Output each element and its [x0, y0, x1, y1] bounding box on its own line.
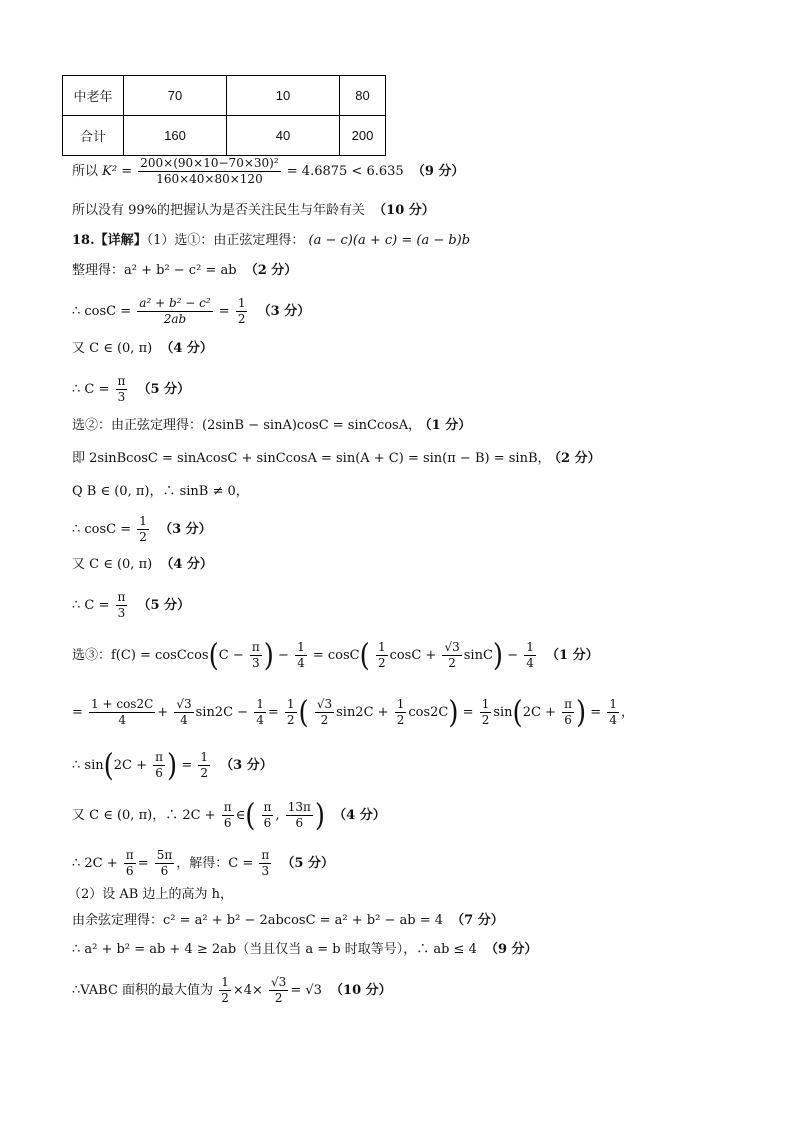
inner-sin: sinC — [463, 648, 493, 663]
fraction-denominator: 3 — [261, 864, 270, 878]
fraction-denominator: 2 — [448, 656, 456, 670]
quarter-fraction — [524, 640, 536, 671]
fraction-numerator: √3 — [271, 975, 287, 989]
cos-term: cos2C — [408, 705, 449, 720]
c-range-text: 又 C ∈ (0, π) — [72, 557, 153, 572]
fraction-numerator: π — [263, 800, 272, 814]
fraction-numerator: 1 — [526, 640, 534, 654]
half-fraction — [198, 750, 210, 781]
fraction-denominator: 3 — [251, 656, 260, 670]
option2-cos-line — [72, 514, 212, 545]
equals-sign: = — [462, 705, 474, 720]
in-sign: ∈ — [235, 808, 246, 823]
area-line — [72, 975, 392, 1006]
fraction-numerator: π — [251, 640, 260, 654]
k2-result: = 4.6875 < 6.635 — [286, 164, 404, 179]
fraction-denominator: 4 — [297, 656, 305, 670]
fraction-denominator: 4 — [609, 713, 617, 727]
cos-prefix: ∴ cosC = — [72, 522, 132, 537]
cos-line — [72, 296, 310, 327]
sin-arg: 2C + — [522, 705, 556, 720]
cos-law-line — [72, 912, 504, 930]
score-label: （5 分） — [137, 598, 191, 613]
score-label: （9 分） — [484, 942, 538, 957]
cos-prefix: ∴ cosC = — [72, 304, 132, 319]
half-fraction — [395, 697, 407, 728]
fraction-denominator: 4 — [118, 713, 126, 727]
contingency-table — [62, 75, 386, 156]
fraction-numerator: 1 — [297, 640, 305, 654]
quarter-fraction — [254, 697, 266, 728]
score-label: （3 分） — [220, 758, 273, 773]
sin-term: sin — [493, 705, 513, 720]
cos-fraction — [137, 296, 212, 327]
inequality-text: ∴ a² + b² = ab + 4 ≥ 2ab（当且仅当 a = b 时取等号），∴ ab ≤ 4 — [72, 942, 477, 957]
fraction-denominator: 4 — [256, 713, 264, 727]
pi-over-6 — [222, 800, 234, 831]
fraction-numerator: 1 — [377, 640, 386, 654]
k2-denominator: 160×40×80×120 — [156, 172, 263, 186]
option2-text: 选②：由正弦定理得：(2sinB − sinA)cosC = sinCcosA， — [72, 418, 422, 433]
solve-prefix: ∴ 2C + — [72, 856, 118, 871]
fraction-denominator: 2 — [221, 991, 229, 1005]
fraction-numerator: 1 — [286, 697, 295, 711]
k2-fraction — [138, 156, 280, 187]
fraction-numerator: 1 — [396, 697, 405, 711]
half-fraction — [137, 514, 149, 545]
fraction-numerator: π — [155, 750, 164, 764]
q18-equation: (a − c)(a + c) = (a − b)b — [308, 233, 471, 248]
fraction-denominator: 4 — [180, 713, 188, 727]
pi-over-6 — [562, 697, 574, 728]
fraction-numerator: 5π — [156, 848, 173, 862]
table-cell: 200 — [340, 116, 386, 156]
equals-sign: = — [72, 705, 83, 720]
option3-arg: C − — [218, 648, 244, 663]
fraction-denominator: 2 — [237, 312, 246, 326]
minus-sign: − — [278, 648, 289, 663]
fraction-denominator: 6 — [223, 816, 232, 830]
c-value-line-2 — [72, 590, 190, 621]
pi-over-6 — [262, 800, 274, 831]
option3-line-2: = $\frac{1 + \cos 2C}{4}$ + $\frac{√3}{4}$ sin2C − $\frac{1}{4}$ = $\frac{1}{2}$ ( $\frac{√3}{2}$ sin2C + $\frac{1}{2}$ cos2C) = $\frac{1}{2}$ sin(2C + $\frac{\pi}{6}$ ) = $\frac{1}{4}$ ， — [72, 694, 634, 731]
fraction-numerator: 1 — [256, 697, 264, 711]
equals-sign: = — [267, 705, 279, 720]
sqrt3-over-2 — [442, 640, 461, 671]
fraction-denominator: 3 — [117, 390, 126, 404]
c-range-line — [72, 340, 213, 358]
tidy-text: 整理得：a² + b² − c² = ab — [72, 263, 237, 278]
tidy-line — [72, 262, 297, 280]
score-label: （4 分） — [160, 557, 213, 572]
table-cell: 10 — [227, 76, 340, 116]
table-cell: 70 — [124, 76, 227, 116]
score-label: （1 分） — [425, 418, 472, 433]
fraction-denominator: 2 — [320, 713, 329, 727]
range2-line: 又 C ∈ (0, π)，∴ 2C + $\frac{\pi}{6}$ ∈( $\frac{\pi}{6}$ , $\frac{13\pi}{6}$ ) （4 分） — [72, 797, 386, 834]
area-end: = √3 — [290, 983, 322, 998]
equals-sign: = — [181, 758, 193, 773]
fraction-numerator: 1 — [200, 750, 209, 764]
quarter-fraction — [295, 640, 307, 671]
option3-eq: = cosC — [312, 648, 360, 663]
fraction-numerator: 13π — [287, 800, 311, 814]
fraction-numerator: √3 — [444, 640, 460, 654]
fraction-denominator: 2 — [286, 713, 295, 727]
conclusion-line — [72, 202, 435, 220]
score-label: （5 分） — [281, 856, 334, 871]
half-fraction — [236, 296, 248, 327]
fraction-numerator: √3 — [176, 697, 192, 711]
option2-b-text: 即 2sinBcosC = sinAcosC + sinCcosA = sin(A + C) = sin(π − B) = sinB， — [72, 451, 551, 466]
minus-sign: − — [507, 648, 519, 663]
table-row — [63, 116, 386, 156]
fraction-denominator: 6 — [263, 816, 272, 830]
solve-line — [72, 848, 334, 879]
table-cell: 160 — [124, 116, 227, 156]
score-label: （1 分） — [546, 648, 599, 663]
score-label: （7 分） — [451, 913, 504, 928]
sin-arg: 2C + — [113, 758, 148, 773]
table-cell: 合计 — [63, 116, 124, 156]
score-label: （2 分） — [554, 451, 601, 466]
equals-sign: = — [218, 304, 230, 319]
sin-prefix: ∴ sin — [72, 758, 104, 773]
table-cell: 80 — [340, 76, 386, 116]
fraction-denominator: 2 — [274, 991, 283, 1005]
fraction-numerator: π — [125, 848, 134, 862]
fraction-numerator: 1 — [609, 697, 617, 711]
option3-line: 选③：f(C) = cosCcos(C − $\frac{\pi}{3}$ ) − $\frac{1}{4}$ = cosC( $\frac{1}{2}$ cosC + $\frac{√3}{2}$ sinC) − $\frac{1}{4}$ （1 分） — [72, 637, 599, 674]
score-label: （4 分） — [333, 808, 386, 823]
half-fraction — [219, 975, 231, 1006]
fraction-numerator: 1 — [221, 975, 229, 989]
fraction-denominator: 6 — [155, 766, 163, 780]
pi-over-3 — [250, 640, 262, 671]
c-value-prefix: ∴ C = — [72, 598, 110, 613]
area-mid: ×4× — [232, 983, 263, 998]
fraction-denominator: 3 — [117, 606, 126, 620]
c-value-line — [72, 374, 190, 405]
c-range-line-2 — [72, 556, 213, 574]
pi-over-3 — [259, 848, 271, 879]
fraction-denominator: 2 — [481, 713, 490, 727]
pi-over-3 — [116, 374, 128, 405]
score-label: （3 分） — [159, 522, 212, 537]
fraction-numerator: 1 — [481, 697, 490, 711]
fraction-numerator: π — [564, 697, 572, 711]
fraction-denominator: 2 — [377, 656, 386, 670]
fraction-denominator: 6 — [295, 816, 304, 830]
thirteen-pi-over-6 — [286, 800, 313, 831]
part2-text: （2）设 AB 边上的高为 h， — [68, 887, 233, 902]
fraction-numerator: π — [117, 590, 126, 604]
score-label: （3 分） — [257, 304, 311, 319]
five-pi-over-6 — [155, 848, 175, 879]
fraction-numerator: a² + b² − c² — [139, 296, 211, 310]
sin-line: ∴ sin(2C + $\frac{\pi}{6}$ ) = $\frac{1}{2}$ （3 分） — [72, 747, 273, 784]
fraction-denominator: 2 — [396, 713, 405, 727]
fraction-denominator: 6 — [160, 864, 169, 878]
score-label: （10 分） — [373, 203, 435, 218]
range2-prefix: 又 C ∈ (0, π)，∴ 2C + — [72, 808, 216, 823]
table-cell: 中老年 — [63, 76, 124, 116]
pi-over-6 — [124, 848, 136, 879]
k2-numerator: 200×(90×10−70×30)² — [140, 156, 279, 170]
equals-sign: = — [590, 705, 602, 720]
pi-over-3 — [116, 590, 128, 621]
quarter-fraction — [607, 697, 619, 728]
area-prefix: ∴VABC 面积的最大值为 — [72, 983, 214, 998]
sqrt3-over-2 — [315, 697, 334, 728]
fraction-denominator: 2 — [139, 530, 147, 544]
option2-c-text: Q B ∈ (0, π)，∴ sinB ≠ 0， — [72, 484, 249, 499]
equals-sign: = — [137, 856, 149, 871]
pi-over-6 — [153, 750, 165, 781]
score-label: （2 分） — [244, 263, 298, 278]
fraction-numerator: π — [117, 374, 126, 388]
fraction-denominator: 2ab — [163, 312, 187, 326]
fraction-numerator: 1 — [139, 514, 147, 528]
table-row — [63, 76, 386, 116]
inequality-line — [72, 941, 538, 959]
option2-c-line — [72, 483, 249, 501]
cos-law-text: 由余弦定理得：c² = a² + b² − 2abcosC = a² + b² − ab = 4 — [72, 913, 443, 928]
score-label: （9 分） — [411, 164, 465, 179]
table-cell: 40 — [227, 116, 340, 156]
comma: ， — [620, 705, 634, 720]
q18-intro: （1）选①：由正弦定理得： — [146, 233, 305, 248]
sin-term: sin2C − — [195, 705, 249, 720]
fraction — [174, 697, 193, 728]
fraction-numerator: π — [223, 800, 232, 814]
fraction-numerator: √3 — [316, 697, 333, 711]
solve-text: ，解得：C = — [176, 856, 254, 871]
sqrt3-over-2 — [269, 975, 288, 1006]
score-label: （10 分） — [330, 983, 392, 998]
half-fraction — [480, 697, 492, 728]
c-range-text: 又 C ∈ (0, π) — [72, 341, 153, 356]
fraction — [89, 697, 155, 728]
k2-line: 所以 K² = $\frac{\text{200×(90×10−70×30)²}}{160\times 40\times 80\times 120}$ = 4.6875 < 6.635 （9 分） — [72, 156, 465, 186]
question-number: 18.【详解】 — [72, 233, 147, 248]
half-fraction — [285, 697, 297, 728]
score-label: （5 分） — [137, 382, 191, 397]
option2-line — [72, 417, 471, 435]
fraction-numerator: 1 — [237, 296, 246, 310]
option2-b-line — [72, 450, 601, 468]
option3-prefix: 选③：f(C) = cosCcos — [72, 648, 209, 663]
inner-cos: cosC + — [389, 648, 437, 663]
c-value-prefix: ∴ C = — [72, 382, 110, 397]
q18-head-line — [72, 232, 470, 250]
fraction-denominator: 2 — [200, 766, 209, 780]
part2-line — [68, 886, 233, 904]
half-fraction — [376, 640, 388, 671]
conclusion-text: 所以没有 99%的把握认为是否关注民生与年龄有关 — [72, 203, 366, 218]
fraction-denominator: 4 — [526, 656, 534, 670]
score-label: （4 分） — [160, 341, 213, 356]
sin-term: sin2C + — [336, 705, 389, 720]
k2-prefix: 所以 — [72, 164, 99, 179]
fraction-denominator: 6 — [564, 713, 572, 727]
fraction-denominator: 6 — [125, 864, 134, 878]
fraction-numerator: 1 + cos2C — [91, 697, 154, 711]
fraction-numerator: π — [261, 848, 270, 862]
